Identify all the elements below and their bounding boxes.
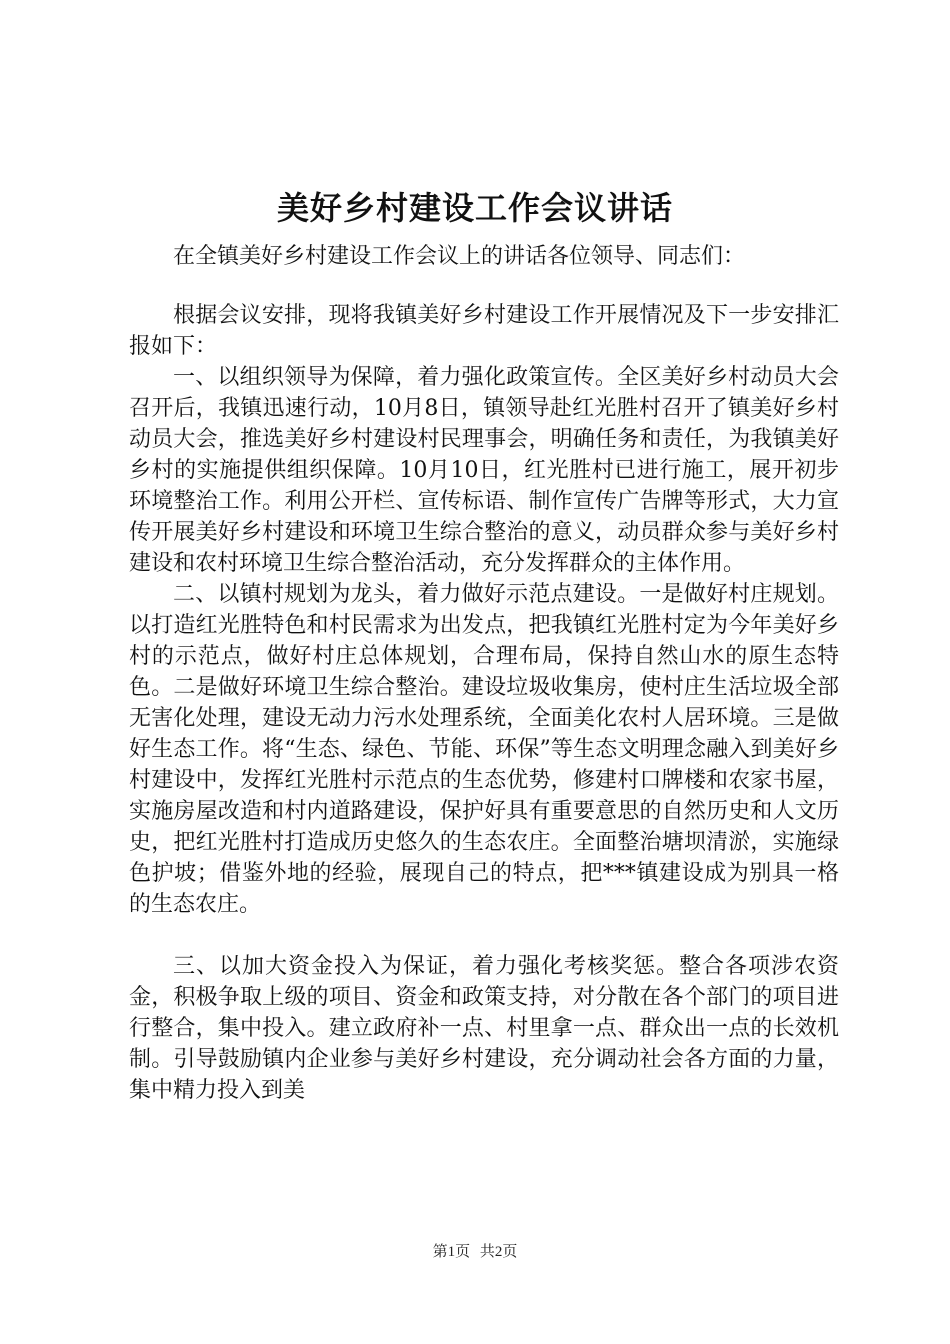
- section-one-paragraph: 一、以组织领导为保障，着力强化政策宣传。全区美好乡村动员大会召开后，我镇迅速行动，10月8日，镇领导赴红光胜村召开了镇美好乡村动员大会，推选美好乡村建设村民理事会，明确任务和责任，为我镇美好乡村的实施提供组织保障。10月10日，红光胜村已进行施工，展开初步环境整治工作。利用公开栏、宣传标语、制作宣传广告牌等形式，大力宣传开展美好乡村建设和环境卫生综合整治的意义，动员群众参与美好乡村建设和农村环境卫生综合整治活动，充分发挥群众的主体作用。: [129, 365, 839, 576]
- intro-paragraph: 根据会议安排，现将我镇美好乡村建设工作开展情况及下一步安排汇报如下：: [129, 303, 839, 359]
- page-footer: [0, 1242, 950, 1262]
- page-number: 第1页: [432, 1244, 471, 1260]
- greeting-paragraph: 在全镇美好乡村建设工作会议上的讲话各位领导、同志们：: [173, 244, 746, 269]
- section-three-paragraph: 三、以加大资金投入为保证，着力强化考核奖惩。整合各项涉农资金，积极争取上级的项目、资金和政策支持，对分散在各个部门的项目进行整合，集中投入。建立政府补一点、村里拿一点、群众出一点的长效机制。引导鼓励镇内企业参与美好乡村建设，充分调动社会各方面的力量，集中精力投入到美: [129, 954, 839, 1103]
- section-two-paragraph: 二、以镇村规划为龙头，着力做好示范点建设。一是做好村庄规划。以打造红光胜特色和村民需求为出发点，把我镇红光胜村定为今年美好乡村的示范点，做好村庄总体规划，合理布局，保持自然山水的原生态特色。二是做好环境卫生综合整治。建设垃圾收集房，使村庄生活垃圾全部无害化处理，建设无动力污水处理系统，全面美化农村人居环境。三是做好生态工作。将“生态、绿色、节能、环保”等生态文明理念融入到美好乡村建设中，发挥红光胜村示范点的生态优势，修建村口牌楼和农家书屋，实施房屋改造和村内道路建设，保护好具有重要意思的自然历史和人文历史，把红光胜村打造成历史悠久的生态农庄。全面整治塘坝清淤，实施绿色护坡；借鉴外地的经验，展现自己的特点，把***镇建设成为别具一格的生态农庄。: [129, 582, 839, 917]
- document-body: [129, 300, 839, 1106]
- document-title: 美好乡村建设工作会议讲话: [276, 189, 673, 227]
- page-total: 共2页: [479, 1244, 518, 1260]
